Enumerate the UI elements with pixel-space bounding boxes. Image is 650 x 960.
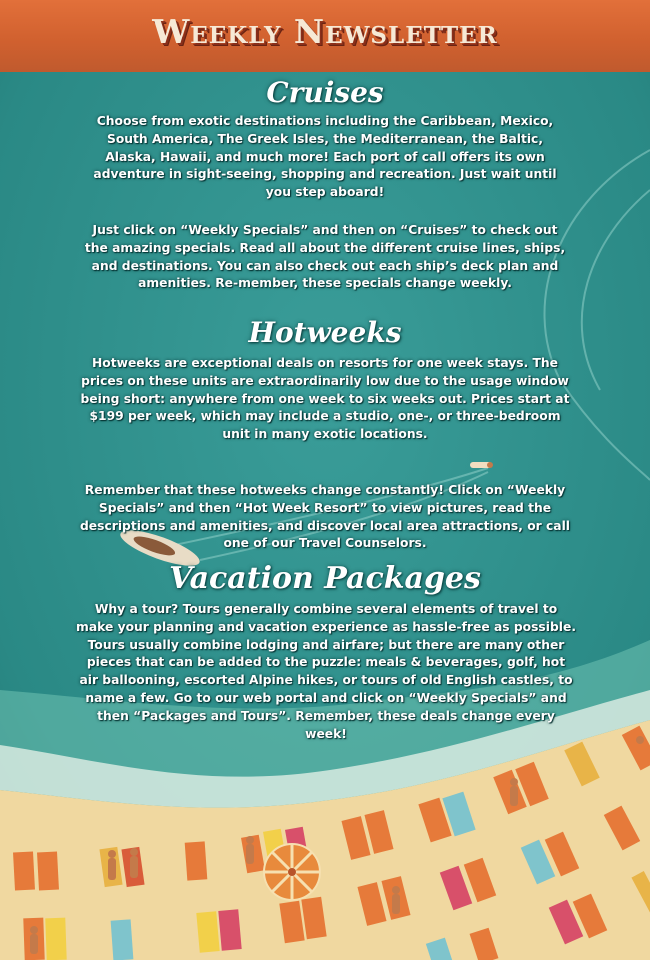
section-title-cruises: Cruises <box>266 76 384 109</box>
section-title-hotweeks: Hotweeks <box>248 316 402 349</box>
newsletter-title: Weekly Newsletter <box>152 12 498 51</box>
hotweeks-paragraph-2: Remember that these hotweeks change constantly! Click on “Weekly Specials” and then “Hot Week Resort” to view pictures, read the descriptions and amenities, and discover local area attractions, or call one of our Travel Counselors. <box>80 483 571 551</box>
cruises-paragraph-2: Just click on “Weekly Specials” and then on “Cruises” to check out the amazing specials. Read all about the different cruise lines, ships, and destinations. You can also check out each ship’s deck plan and amenities. Re-member, these specials change weekly. <box>84 223 566 291</box>
section-title-vacation-packages: Vacation Packages <box>169 561 481 596</box>
newsletter-header <box>0 0 650 72</box>
hotweeks-paragraph-1: Hotweeks are exceptional deals on resorts for one week stays. The prices on these units are extraordinarily low due to the usage window being short: anywhere from one week to six weeks out. Prices start at $199 per week, which may include a studio, one-, or three-bedroom unit in many exotic locations. <box>80 356 570 442</box>
vacation-packages-paragraph: Why a tour? Tours generally combine several elements of travel to make your planning and vacation experience as hassle-free as possible. Tours usually combine lodging and airfare; but there are many other pieces that can be added to the puzzle: meals & beverages, golf, hot air ballooning, escorted Alpine hikes, or tours of old English castles, to name a few. Go to our web portal and click on “Weekly Specials” and then “Packages and Tours”. Remember, these deals change every week! <box>76 602 576 741</box>
cruises-paragraph-1: Choose from exotic destinations including the Caribbean, Mexico, South America, The Greek Isles, the Mediterranean, the Baltic, Alaska, Hawaii, and much more! Each port of call offers its own adventure in sight-seeing, shopping and recreation. Just wait until you step aboard! <box>93 114 557 200</box>
